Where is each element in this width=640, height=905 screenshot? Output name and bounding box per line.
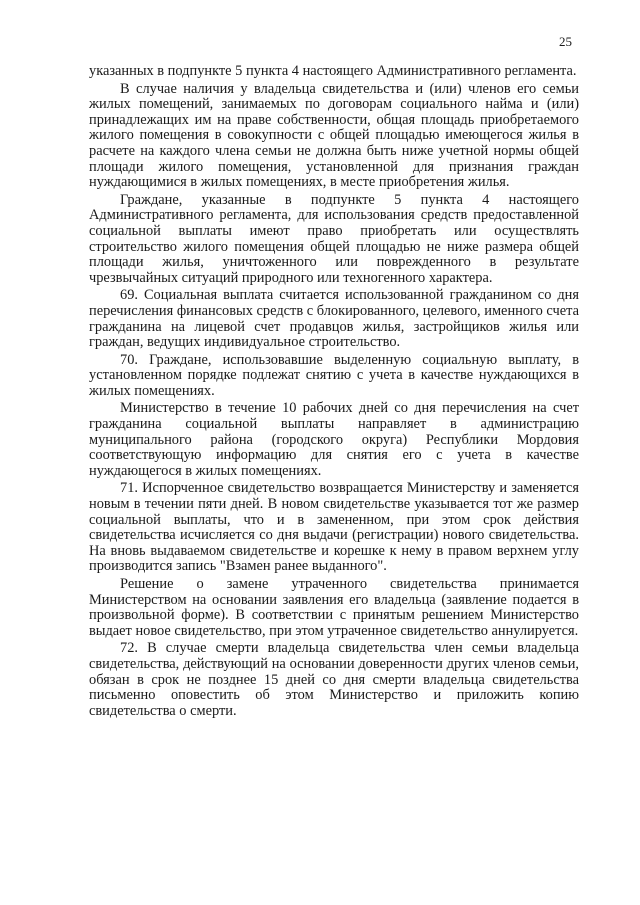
paragraph-70: 70. Граждане, использовавшие выделенную социальную выплату, в установленном порядке подлежат снятию с учета в качестве нуждающихся в жилых помещениях. [89, 351, 579, 399]
page-number: 25 [559, 34, 572, 49]
paragraph-continuation: указанных в подпункте 5 пункта 4 настоящего Административного регламента. [89, 63, 577, 79]
paragraph-housing-area: В случае наличия у владельца свидетельства и (или) членов его семьи жилых помещений, занимаемых по договорам социального найма и (или) принадлежащих им на праве собственности, общая площадь приобретаемого жилого помещения в совокупности с общей площадью имеющегося жилья в расчете на каждого члена семьи не должна быть ниже учетной нормы общей площади жилого помещения, установленной для признания граждан нуждающимися в жилых помещениях, в месте приобретения жилья. [89, 80, 579, 191]
paragraph-69: 69. Социальная выплата считается использованной гражданином со дня перечисления финансовых средств с блокированного, целевого, именного счета гражданина на лицевой счет продавцов жилья, застройщиков жилья или граждан, ведущих индивидуальное строительство. [89, 287, 579, 351]
paragraph-71: 71. Испорченное свидетельство возвращается Министерству и заменяется новым в течении пяти дней. В новом свидетельстве указывается тот же размер социальной выплаты, что и в замененном, при этом срок действия свидетельства исчисляется со дня выдачи (регистрации) нового свидетельства. На вновь выдаваемом свидетельстве и корешке к нему в правом верхнем углу производится запись "Взамен ранее выданного". [89, 480, 579, 575]
paragraph-lost-certificate: Решение о замене утраченного свидетельства принимается Министерством на основании заявления его владельца (заявление подается в произвольной форме). В соответствии с принятым решением Министерство выдает новое свидетельство, при этом утраченное свидетельство аннулируется. [89, 576, 579, 639]
paragraph-ministry-notice: Министерство в течение 10 рабочих дней со дня перечисления на счет гражданина социальной выплаты направляет в администрацию муниципального района (городского округа) Республики Мордовия соответствующую информацию для снятия его с учета в качестве нуждающегося в жилых помещениях. [89, 400, 579, 479]
paragraph-emergency-citizens: Граждане, указанные в подпункте 5 пункта 4 настоящего Административного регламента, для использования средств предоставленной социальной выплаты имеют право приобретать или осуществлять строительство жилого помещения общей площадью не ниже размера общей площади жилья, уничтоженного или поврежденного в результате чрезвычайных ситуаций природного или техногенного характера. [89, 191, 579, 286]
paragraph-72: 72. В случае смерти владельца свидетельства член семьи владельца свидетельства, действующий на основании доверенности других членов семьи, обязан в срок не позднее 15 дней со дня смерти владельца свидетельства письменно оповестить об этом Министерство и приложить копию свидетельства о смерти. [89, 640, 579, 719]
document-body [89, 64, 579, 721]
